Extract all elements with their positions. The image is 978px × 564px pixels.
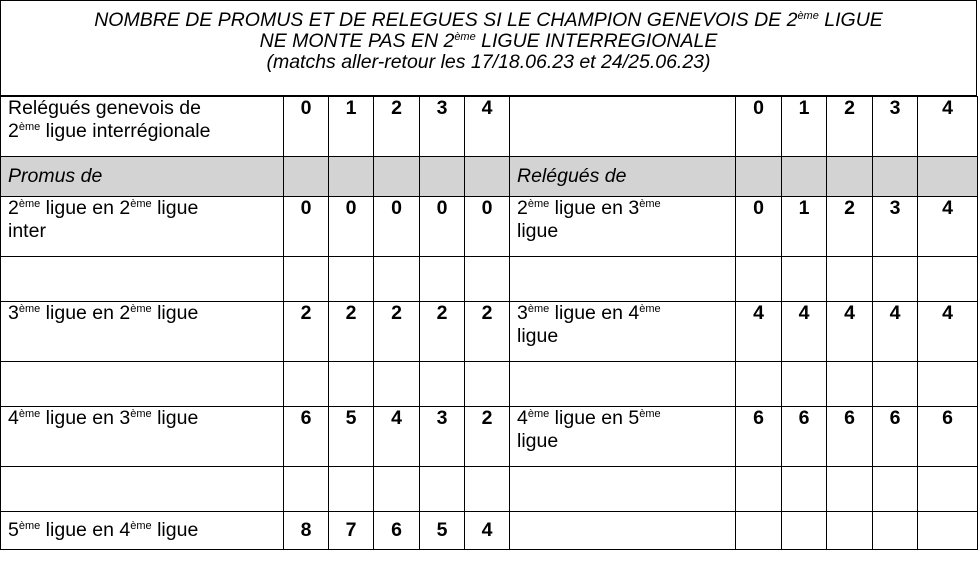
header-col-4: 4 <box>465 97 510 157</box>
row-label-right: 3ème ligue en 4ème ligue <box>510 302 736 362</box>
cell-value: 0 <box>736 197 782 257</box>
title-line-1: NOMBRE DE PROMUS ET DE RELEGUES SI LE CHAMPION GENEVOIS DE 2ème LIGUE <box>94 9 883 31</box>
cell-value: 4 <box>918 302 978 362</box>
cell-value: 7 <box>329 512 374 550</box>
cell-value: 4 <box>465 512 510 550</box>
cell-value: 6 <box>782 407 827 467</box>
header-col-1-right: 1 <box>782 97 827 157</box>
cell-value: 2 <box>329 302 374 362</box>
cell-value: 4 <box>873 302 918 362</box>
cell-value: 6 <box>374 512 420 550</box>
section-promus: Promus de <box>1 157 284 197</box>
row-label-left: 4ème ligue en 3ème ligue <box>1 407 284 467</box>
header-col-0-right: 0 <box>736 97 782 157</box>
cell-value: 2 <box>465 407 510 467</box>
cell-value: 2 <box>284 302 329 362</box>
title-box <box>0 0 977 96</box>
table-row <box>1 197 978 257</box>
cell-value: 4 <box>782 302 827 362</box>
cell-value: 8 <box>284 512 329 550</box>
title-line-3: (matchs aller-retour les 17/18.06.23 et 24/25.06.23) <box>266 51 711 73</box>
cell-value: 4 <box>918 197 978 257</box>
cell-value: 0 <box>420 197 465 257</box>
cell-value: 3 <box>420 407 465 467</box>
header-col-2: 2 <box>374 97 420 157</box>
cell-value: 6 <box>736 407 782 467</box>
row-label-right: 2ème ligue en 3ème ligue <box>510 197 736 257</box>
spacer-row <box>1 257 978 302</box>
cell-value: 1 <box>782 197 827 257</box>
cell-value: 0 <box>374 197 420 257</box>
header-col-2-right: 2 <box>827 97 873 157</box>
section-relegues: Relégués de <box>510 157 736 197</box>
cell-value: 2 <box>420 302 465 362</box>
header-col-1: 1 <box>329 97 374 157</box>
cell-value: 4 <box>374 407 420 467</box>
header-col-4-right: 4 <box>918 97 978 157</box>
cell-value: 5 <box>420 512 465 550</box>
row-label-left: 2ème ligue en 2ème ligue inter <box>1 197 284 257</box>
cell-value: 6 <box>918 407 978 467</box>
row-label-left: 3ème ligue en 2ème ligue <box>1 302 284 362</box>
table-row <box>1 302 978 362</box>
cell-value: 2 <box>465 302 510 362</box>
cell-value: 2 <box>827 197 873 257</box>
section-header-row <box>1 157 978 197</box>
cell-value: 4 <box>736 302 782 362</box>
table-row <box>1 407 978 467</box>
cell-value: 6 <box>827 407 873 467</box>
header-col-3-right: 3 <box>873 97 918 157</box>
cell-value: 0 <box>284 197 329 257</box>
header-col-3: 3 <box>420 97 465 157</box>
cell-value: 2 <box>374 302 420 362</box>
header-label: Relégués genevois de 2ème ligue interrégionale <box>1 97 284 157</box>
spacer-row <box>1 467 978 512</box>
spacer-row <box>1 362 978 407</box>
cell-value: 6 <box>284 407 329 467</box>
promotion-relegation-table <box>0 96 978 550</box>
cell-value: 3 <box>873 197 918 257</box>
title-line-2: NE MONTE PAS EN 2ème LIGUE INTERREGIONALE <box>259 30 718 52</box>
header-blank <box>510 97 736 157</box>
cell-value: 0 <box>465 197 510 257</box>
row-label-right: 4ème ligue en 5ème ligue <box>510 407 736 467</box>
table-row <box>1 512 978 550</box>
row-label-right-empty <box>510 512 736 550</box>
row-label-left: 5ème ligue en 4ème ligue <box>1 512 284 550</box>
cell-value: 0 <box>329 197 374 257</box>
header-col-0: 0 <box>284 97 329 157</box>
cell-value: 6 <box>873 407 918 467</box>
header-row <box>1 97 978 157</box>
cell-value: 5 <box>329 407 374 467</box>
cell-value: 4 <box>827 302 873 362</box>
